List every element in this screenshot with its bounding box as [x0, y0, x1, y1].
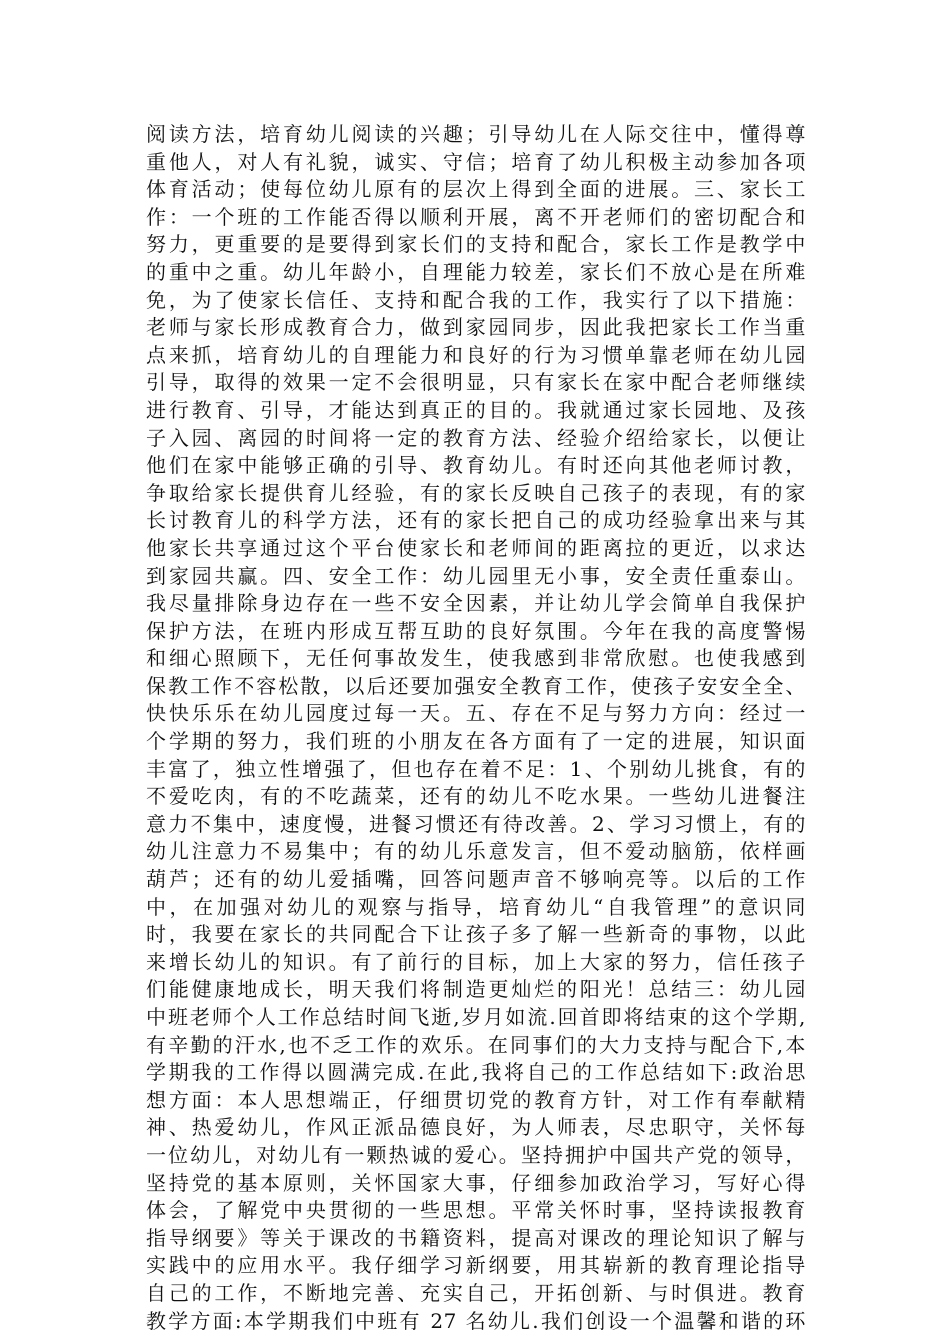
text-line: 个学期的努力，我们班的小朋友在各方面有了一定的进展，知识面 [146, 729, 806, 754]
text-line: 到家园共赢。四、安全工作：幼儿园里无小事，安全责任重泰山。 [146, 563, 806, 588]
text-line: 想方面：本人思想端正，仔细贯切党的教育方针，对工作有奉献精 [146, 1087, 806, 1112]
text-line: 们能健康地成长，明天我们将制造更灿烂的阳光！总结三：幼儿园 [146, 977, 806, 1002]
text-line: 他们在家中能够正确的引导、教育幼儿。有时还向其他老师讨教， [146, 453, 806, 478]
text-line: 坚持党的基本原则，关怀国家大事，仔细参加政治学习，写好心得 [146, 1170, 806, 1195]
text-line: 老师与家长形成教育合力，做到家园同步，因此我把家长工作当重 [146, 315, 806, 340]
text-line: 教学方面:本学期我们中班有 27 名幼儿.我们创设一个温馨和谐的环 [146, 1308, 806, 1333]
text-line: 努力，更重要的是要得到家长们的支持和配合，家长工作是教学中 [146, 232, 806, 257]
text-line: 神、热爱幼儿，作风正派品德良好，为人师表，尽忠职守，关怀每 [146, 1115, 806, 1140]
text-line: 进行教育、引导，才能达到真正的目的。我就通过家长园地、及孩 [146, 397, 806, 422]
text-line: 葫芦；还有的幼儿爱插嘴，回答问题声音不够响亮等。以后的工作 [146, 867, 806, 892]
text-line: 体会，了解党中央贯彻的一些思想。平常关怀时事，坚持读报教育 [146, 1198, 806, 1223]
text-line: 一位幼儿，对幼儿有一颗热诚的爱心。坚持拥护中国共产党的领导， [146, 1142, 806, 1167]
text-line: 幼儿注意力不易集中；有的幼儿乐意发言，但不爱动脑筋，依样画 [146, 839, 806, 864]
text-line: 意力不集中，速度慢，进餐习惯还有待改善。2、学习习惯上，有的 [146, 811, 806, 836]
text-line: 保护方法，在班内形成互帮互助的良好氛围。今年在我的高度警惕 [146, 618, 806, 643]
text-line: 时，我要在家长的共同配合下让孩子多了解一些新奇的事物，以此 [146, 922, 806, 947]
text-line: 争取给家长提供育儿经验，有的家长反映自己孩子的表现，有的家 [146, 480, 806, 505]
text-line: 的重中之重。幼儿年龄小，自理能力较差，家长们不放心是在所难 [146, 259, 806, 284]
body-text [146, 121, 806, 1335]
text-line: 自己的工作，不断地完善、充实自己，开拓创新、与时俱进。教育 [146, 1280, 806, 1305]
text-line: 丰富了，独立性增强了，但也存在着不足：1、个别幼儿挑食，有的 [146, 756, 806, 781]
text-line: 保教工作不容松散，以后还要加强安全教育工作，使孩子安安全全、 [146, 673, 806, 698]
text-line: 他家长共享通过这个平台使家长和老师间的距离拉的更近，以求达 [146, 535, 806, 560]
text-line: 我尽量排除身边存在一些不安全因素，并让幼儿学会简单自我保护 [146, 591, 806, 616]
text-line: 作：一个班的工作能否得以顺利开展，离不开老师们的密切配合和 [146, 204, 806, 229]
text-line: 指导纲要》等关于课改的书籍资料，提高对课改的理论知识了解与 [146, 1225, 806, 1250]
text-line: 体育活动；使每位幼儿原有的层次上得到全面的进展。三、家长工 [146, 177, 806, 202]
text-line: 有辛勤的汗水,也不乏工作的欢乐。在同事们的大力支持与配合下,本 [146, 1032, 806, 1057]
text-line: 点来抓，培育幼儿的自理能力和良好的行为习惯单靠老师在幼儿园 [146, 342, 806, 367]
text-line: 来增长幼儿的知识。有了前行的目标，加上大家的努力，信任孩子 [146, 949, 806, 974]
text-line: 长讨教育儿的科学方法，还有的家长把自己的成功经验拿出来与其 [146, 508, 806, 533]
text-line: 免，为了使家长信任、支持和配合我的工作，我实行了以下措施： [146, 287, 806, 312]
text-line: 中，在加强对幼儿的观察与指导，培育幼儿“自我管理”的意识同 [146, 894, 806, 919]
text-line: 重他人，对人有礼貌，诚实、守信；培育了幼儿积极主动参加各项 [146, 149, 806, 174]
text-line: 学期我的工作得以圆满完成.在此,我将自己的工作总结如下:政治思 [146, 1060, 806, 1085]
text-line: 子入园、离园的时间将一定的教育方法、经验介绍给家长，以便让 [146, 425, 806, 450]
text-line: 不爱吃肉，有的不吃蔬菜，还有的幼儿不吃水果。一些幼儿进餐注 [146, 784, 806, 809]
text-line: 实践中的应用水平。我仔细学习新纲要，用其崭新的教育理论指导 [146, 1253, 806, 1278]
text-line: 和细心照顾下，无任何事故发生，使我感到非常欣慰。也使我感到 [146, 646, 806, 671]
text-line: 快快乐乐在幼儿园度过每一天。五、存在不足与努力方向：经过一 [146, 701, 806, 726]
text-line: 引导，取得的效果一定不会很明显，只有家长在家中配合老师继续 [146, 370, 806, 395]
text-line: 中班老师个人工作总结时间飞逝,岁月如流.回首即将结束的这个学期, [146, 1005, 806, 1029]
text-line: 阅读方法，培育幼儿阅读的兴趣；引导幼儿在人际交往中，懂得尊 [146, 122, 806, 146]
